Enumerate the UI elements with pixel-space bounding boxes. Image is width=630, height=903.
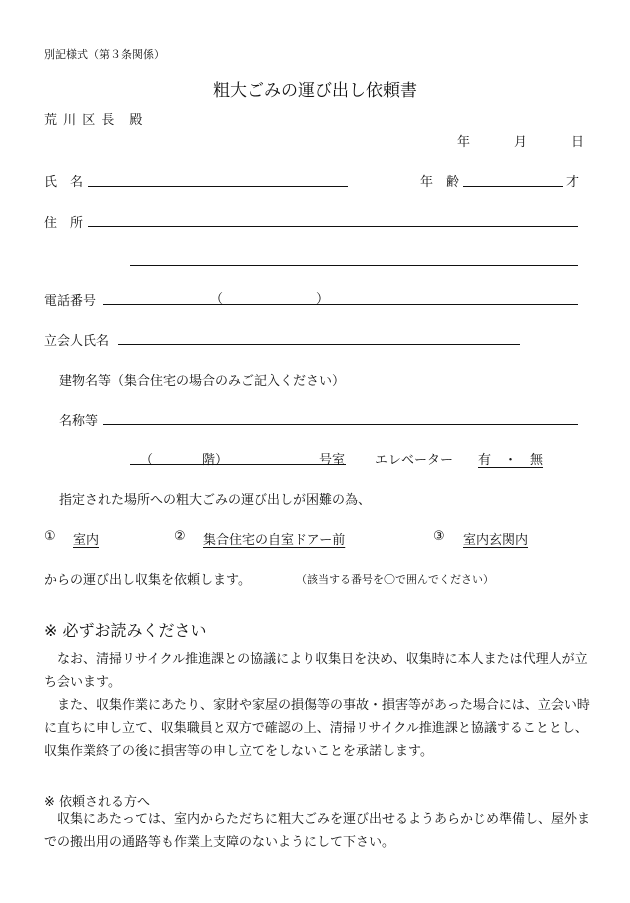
notice-paragraph-1: なお、清掃リサイクル推進課との協議により収集日を決め、収集時に本人または代理人が立ち会います。 xyxy=(44,652,588,690)
addressee: 荒 川 区 長 殿 xyxy=(44,113,144,128)
age-unit: 才 xyxy=(566,175,580,190)
name-field[interactable] xyxy=(88,172,348,187)
address-field-line2[interactable] xyxy=(130,251,578,266)
difficulty-statement: 指定された場所への粗大ごみの運び出しが困難の為、 xyxy=(59,493,372,508)
elevator-options[interactable]: 有 ・ 無 xyxy=(478,453,544,468)
name-label: 氏 名 xyxy=(44,175,84,190)
option-1-number[interactable]: ① xyxy=(44,529,56,544)
phone-label: 電話番号 xyxy=(44,294,97,309)
requester-heading: ※ 依頼される方へ xyxy=(44,795,151,810)
option-2-number[interactable]: ② xyxy=(174,529,186,544)
notice-paragraph-2: また、収集作業にあたり、家財や家屋の損傷等の事故・損害等があった場合には、立会い時に直ちに申し立て、収集職員と双方で確認の上、清掃リサイクル推進課と協議することとし、収集作業終了の後に損害等の申し立てをしないことを承諾します。 xyxy=(44,698,590,759)
date-month-label: 月 xyxy=(514,135,528,150)
age-label: 年 齢 xyxy=(420,175,460,190)
phone-paren-open: （ xyxy=(210,292,224,307)
floor-label: 階） xyxy=(202,453,229,468)
floor-paren-open: （ xyxy=(140,453,154,468)
age-field[interactable] xyxy=(463,172,563,187)
elevator-label: エレベーター xyxy=(375,453,454,468)
request-note: （該当する番号を〇で囲んでください） xyxy=(296,573,494,586)
option-3-number[interactable]: ③ xyxy=(433,529,445,544)
notice-heading: ※ 必ずお読みください xyxy=(44,621,207,640)
witness-label: 立会人氏名 xyxy=(44,334,110,349)
building-name-label: 名称等 xyxy=(59,414,99,429)
option-1-label: 室内 xyxy=(73,533,100,548)
form-reference: 別記様式（第３条関係） xyxy=(44,48,165,61)
building-note: 建物名等（集合住宅の場合のみご記入ください） xyxy=(59,374,346,389)
phone-paren-close: ） xyxy=(316,292,330,307)
address-label: 住 所 xyxy=(44,216,84,231)
address-field-line1[interactable] xyxy=(88,212,578,227)
date-year-label: 年 xyxy=(457,135,471,150)
phone-field[interactable] xyxy=(103,290,578,305)
page-title: 粗大ごみの運び出し依頼書 xyxy=(213,81,417,101)
requester-paragraph: 収集にあたっては、室内からただちに粗大ごみを運び出せるようあらかじめ準備し、屋外までの搬出用の通路等も作業上支障のないようにして下さい。 xyxy=(44,812,591,850)
building-name-field[interactable] xyxy=(103,410,578,425)
date-day-label: 日 xyxy=(571,135,585,150)
option-2-label: 集合住宅の自室ドアー前 xyxy=(203,533,346,548)
room-label: 号室 xyxy=(319,453,346,468)
floor-room-field[interactable] xyxy=(130,450,346,465)
option-3-label: 室内玄関内 xyxy=(463,533,529,548)
request-statement: からの運び出し収集を依頼します。 xyxy=(44,573,251,588)
witness-field[interactable] xyxy=(118,330,520,345)
